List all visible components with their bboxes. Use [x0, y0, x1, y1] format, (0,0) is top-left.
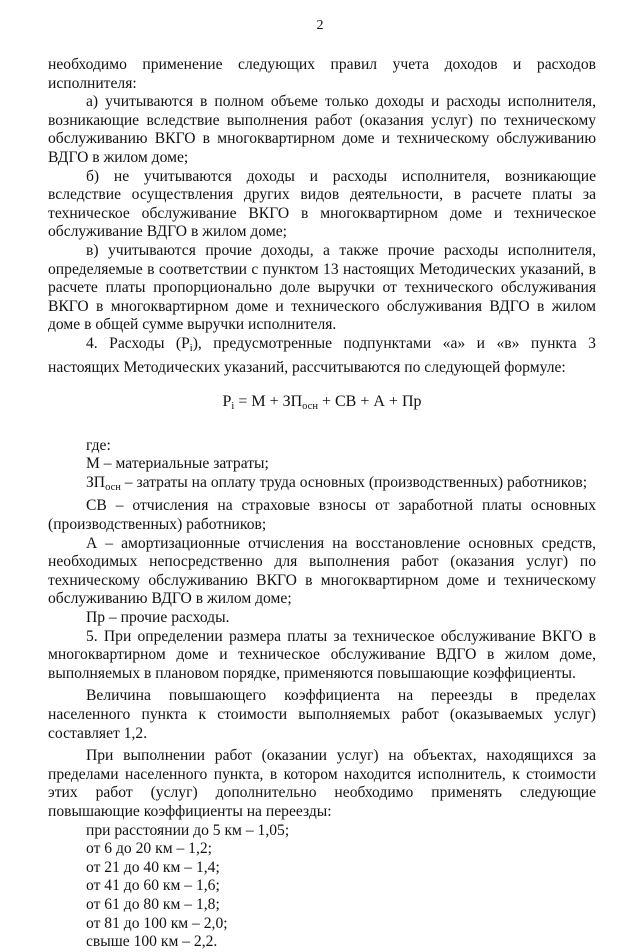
definition-zp-text: – затраты на оплату труда основных (производственных) работников;: [120, 473, 588, 491]
formula-rhs: + СВ + А + Пр: [317, 393, 422, 411]
item-4-paragraph: [48, 335, 596, 377]
formula-mid-subscript: осн: [302, 401, 318, 413]
subitem-a: а) учитываются в полном объеме только доходы и расходы исполнителя, возникающие вследствие выполнения работ (оказания услуг) по техническому обслуживанию ВКГО в многоквартирном доме и техническому обслуживанию ВДГО в жилом доме;: [48, 93, 596, 166]
formula-mid: = М + ЗП: [234, 393, 303, 411]
list-item: от 61 до 80 км – 1,8;: [86, 895, 220, 913]
item-4-end: ), предусмотренные подпунктами «а» и «в» пункта 3 настоящих Методических указаний, рассчитываются по следующей формуле:: [48, 334, 596, 376]
formula-lhs-subscript: i: [231, 401, 235, 413]
intro-paragraph: необходимо применение следующих правил учета доходов и расходов исполнителя:: [48, 56, 596, 92]
subitem-v: в) учитываются прочие доходы, а также прочие расходы исполнителя, определяемые в соответствии с пунктом 13 настоящих Методических указаний, в расчете платы пропорционально доле выручки от технического обслуживания ВКГО в многоквартирном доме и технического обслуживания ВДГО в жилом доме в общей сумме выручки исполнителя.: [48, 241, 596, 334]
definition-m: М – материальные затраты;: [86, 455, 269, 473]
list-item: от 81 до 100 км – 2,0;: [86, 914, 228, 932]
definition-zp-symbol: ЗП: [86, 473, 106, 491]
item-4-subscript: i: [189, 342, 193, 354]
list-item: от 6 до 20 км – 1,2;: [86, 840, 212, 858]
formula-lhs: P: [222, 393, 232, 411]
item-4-start: 4. Расходы (P: [86, 334, 190, 352]
where-label: где:: [86, 436, 111, 454]
distance-coefficient-list: [48, 822, 596, 952]
definition-zp: [48, 474, 596, 498]
item-5-paragraph: 5. При определении размера платы за техническое обслуживание ВКГО в многоквартирном доме и техническое обслуживание ВДГО в жилом доме, выполняемых в плановом порядке, применяются повышающие коэффициенты.: [48, 627, 596, 682]
subitem-b: б) не учитываются доходы и расходы исполнителя, возникающие вследствие осуществления других видов деятельности, в расчете платы за техническое обслуживание ВКГО в многоквартирном доме и техническое обслуживание ВДГО в жилом доме;: [48, 167, 596, 241]
definition-zp-subscript: осн: [105, 481, 121, 493]
definition-sv: СВ – отчисления на страховые взносы от заработной платы основных (производственных) работников;: [48, 497, 596, 534]
outside-settlement-paragraph: При выполнении работ (оказании услуг) на объектах, находящихся за пределами населенного пункта, в котором находится исполнитель, к стоимости этих работ (услуг) дополнительно необходимо применять следующие повышающие коэффициенты на переезды:: [48, 747, 596, 820]
list-item: от 21 до 40 км – 1,4;: [86, 858, 220, 876]
cost-formula: [48, 393, 596, 417]
document-body: [48, 56, 596, 952]
page-number: 2: [316, 18, 324, 33]
coefficient-paragraph: Величина повышающего коэффициента на переезды в пределах населенного пункта к стоимости выполняемых работ (оказываемых услуг) составляет 1,2.: [48, 687, 596, 742]
list-item: при расстоянии до 5 км – 1,05;: [86, 821, 290, 839]
list-item: свыше 100 км – 2,2.: [86, 933, 218, 951]
definition-pr: Пр – прочие расходы.: [86, 609, 230, 627]
definition-a: А – амортизационные отчисления на восстановление основных средств, необходимых непосредственно для выполнения работ (оказания услуг) по техническому обслуживанию ВКГО в многоквартирном доме и техническому обслуживанию ВДГО в жилом доме;: [48, 534, 596, 608]
list-item: от 41 до 60 км – 1,6;: [86, 877, 220, 895]
